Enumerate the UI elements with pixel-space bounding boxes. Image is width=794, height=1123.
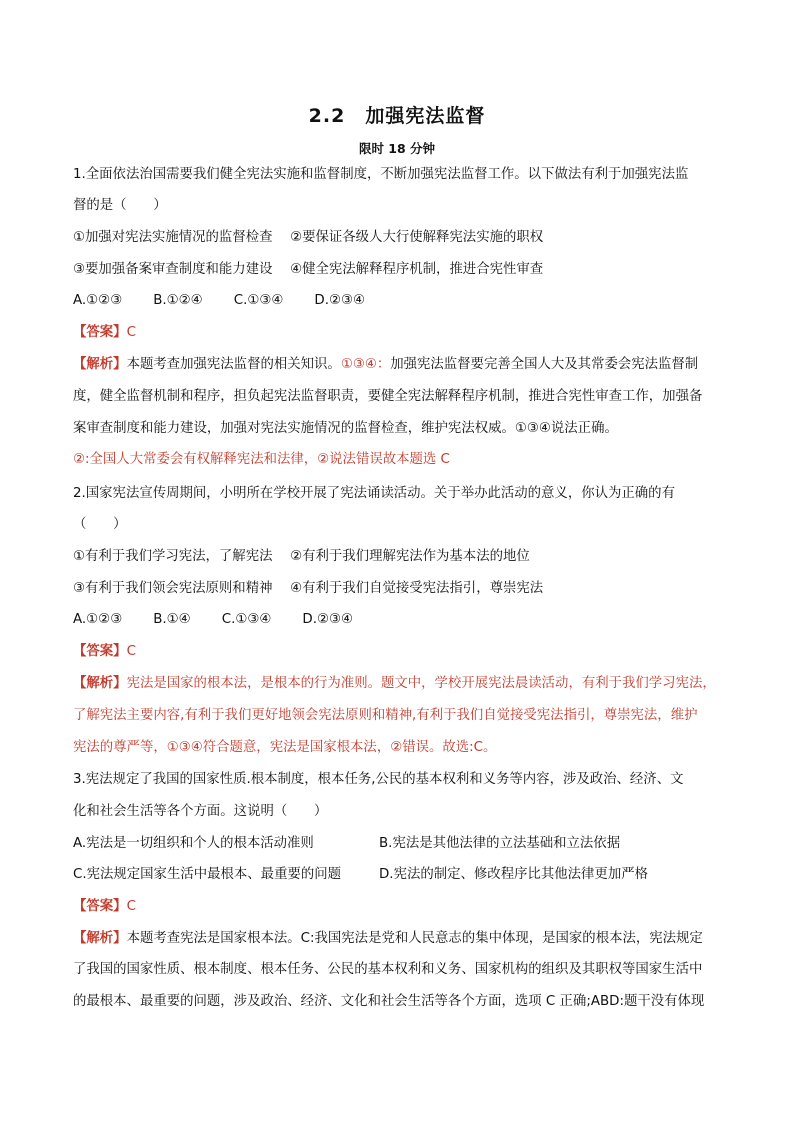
q2-analysis-line-3: 宪法的尊严等，①③④符合题意，宪法是国家根本法，②错误。故选:C。 — [73, 740, 497, 755]
q2-answer — [73, 642, 136, 662]
q2-stem-line-2: （ ） — [73, 517, 127, 532]
q1-analysis-line-4: ②:全国人大常委会有权解释宪法和法律，②说法错误故本题选 C — [73, 452, 450, 467]
q1-analysis-line-3: 案审查制度和能力建设，加强对宪法实施情况的监督检查，维护宪法权威。①③④说法正确。 — [73, 421, 618, 436]
q2-items-line-1: ①有利于我们学习宪法，了解宪法 ②有利于我们理解宪法作为基本法的地位 — [73, 549, 530, 564]
q1-choices: A.①②③ B.①②④ C.①③④ D.②③④ — [73, 293, 365, 308]
q1-answer — [73, 323, 136, 343]
q2-items-line-2: ③有利于我们领会宪法原则和精神 ④有利于我们自觉接受宪法指引，尊崇宪法 — [73, 581, 544, 596]
analysis-text: 加强宪法监督要完善全国人大及其常委会宪法监督制 — [390, 357, 699, 372]
q3-analysis-line-3: 的最根本、最重要的问题，涉及政治、经济、文化和社会生活等各个方面，选项 C 正确;ABD:题干没有体现 — [73, 994, 705, 1009]
q3-choices-row-1 — [73, 834, 673, 854]
answer-value: C — [126, 325, 136, 340]
answer-label: 【答案】 — [73, 325, 127, 340]
q2-analysis-line-1 — [73, 674, 716, 694]
q1-items-line-2: ③要加强备案审查制度和能力建设 ④健全宪法解释程序机制，推进合宪性审查 — [73, 262, 544, 277]
analysis-label: 【解析】 — [73, 931, 127, 946]
q3-choice-d: D.宪法的制定、修改程序比其他法律更加严格 — [379, 867, 648, 882]
q2-analysis-line-2: 了解宪法主要内容,有利于我们更好地领会宪法原则和精神,有利于我们自觉接受宪法指引，尊崇宪法，维护 — [73, 708, 698, 723]
q3-choice-a: A.宪法是一切组织和个人的根本活动准则 — [73, 836, 314, 851]
analysis-highlight: ①③④： — [340, 357, 391, 372]
q1-items-line-1: ①加强对宪法实施情况的监督检查 ②要保证各级人大行使解释宪法实施的职权 — [73, 230, 544, 245]
analysis-text: 宪法是国家的根本法，是根本的行为准则。题文中，学校开展宪法晨读活动，有利于我们学习宪法， — [126, 676, 716, 691]
answer-value: C — [126, 644, 136, 659]
answer-label: 【答案】 — [73, 644, 127, 659]
q2-stem-line-1: 2.国家宪法宣传周期间，小明所在学校开展了宪法诵读活动。关于举办此活动的意义，你认为正确的有 — [73, 486, 675, 501]
q1-stem-line-1: 1.全面依法治国需要我们健全宪法实施和监督制度，不断加强宪法监督工作。以下做法有利于加强宪法监 — [73, 167, 689, 182]
answer-label: 【答案】 — [73, 899, 127, 914]
q3-choices-row-2 — [73, 865, 673, 885]
analysis-text: 本题考查宪法是国家根本法。C:我国宪法是党和人民意志的集中体现，是国家的根本法，宪法规定 — [126, 931, 703, 946]
q3-analysis-line-1 — [73, 929, 703, 949]
q3-answer — [73, 897, 136, 917]
q3-choice-b: B.宪法是其他法律的立法基础和立法依据 — [379, 836, 621, 851]
q1-stem-line-2: 督的是（ ） — [73, 198, 167, 213]
q3-stem-line-2: 化和社会生活等各个方面。这说明（ ） — [73, 804, 328, 819]
analysis-label: 【解析】 — [73, 357, 127, 372]
q1-analysis-line-1 — [73, 355, 698, 375]
q3-analysis-line-2: 了我国的国家性质、根本制度、根本任务、公民的基本权利和义务、国家机构的组织及其职权等国家生活中 — [73, 962, 703, 977]
page-title: 2.2 加强宪法监督 — [308, 105, 486, 127]
analysis-label: 【解析】 — [73, 676, 127, 691]
answer-value: C — [126, 899, 136, 914]
q2-choices: A.①②③ B.①④ C.①③④ D.②③④ — [73, 612, 353, 627]
q3-stem-line-1: 3.宪法规定了我国的国家性质.根本制度，根本任务,公民的基本权利和义务等内容，涉及政治、经济、文 — [73, 772, 684, 787]
analysis-text: 本题考查加强宪法监督的相关知识。 — [126, 357, 341, 372]
q1-analysis-line-2: 度，健全监督机制和程序，担负起宪法监督职责，要健全宪法解释程序机制，推进合宪性审查工作，加强备 — [73, 389, 703, 404]
q3-choice-c: C.宪法规定国家生活中最根本、最重要的问题 — [73, 867, 342, 882]
time-limit: 限时 18 分钟 — [358, 141, 436, 156]
